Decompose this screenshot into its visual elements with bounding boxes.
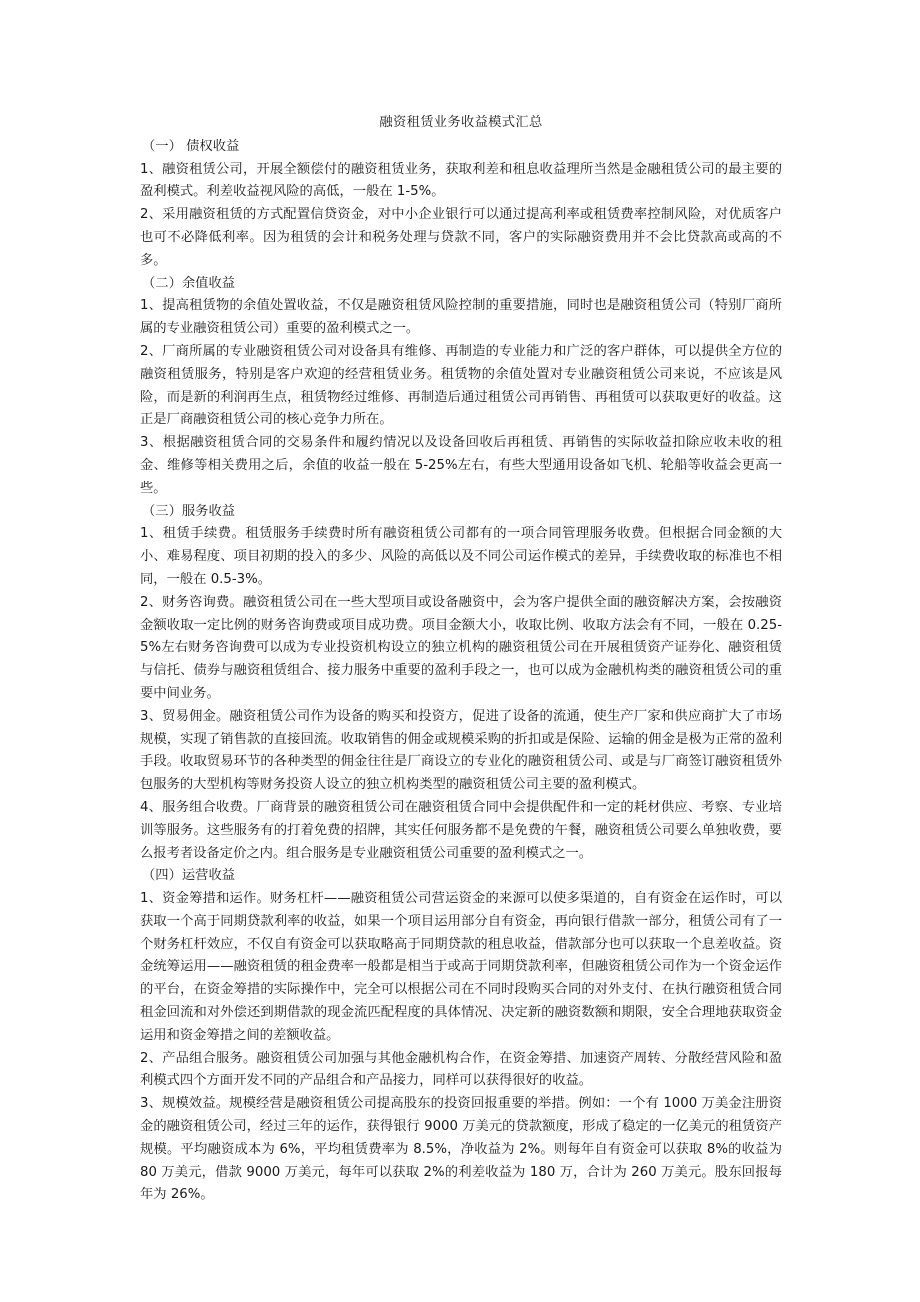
section-residual-income [140, 273, 782, 501]
section-debt-income [140, 136, 782, 273]
paragraph: 3、贸易佣金。融资租赁公司作为设备的购买和投资方，促进了设备的流通，使生产厂家和供应商扩大了市场规模，实现了销售款的直接回流。收取销售的佣金或规模采购的折扣或是保险、运输的佣金是极为正常的盈利手段。收取贸易环节的各种类型的佣金往往是厂商设立的专业化的融资租赁公司、或是与厂商签订融资租赁外包服务的大型机构等财务投资人设立的独立机构类型的融资租赁公司主要的盈利模式。 [140, 708, 782, 793]
section-heading: （四）运营收益 [142, 868, 236, 884]
paragraph: 3、根据融资租赁合同的交易条件和履约情况以及设备回收后再租赁、再销售的实际收益扣除应收未收的租金、维修等相关费用之后，余值的收益一般在 5-25%左右，有些大型通用设备如飞机、轮船等收益会更高一些。 [140, 435, 782, 496]
section-service-income [140, 501, 782, 866]
paragraph: 1、租赁手续费。租赁服务手续费时所有融资租赁公司都有的一项合同管理服务收费。但根据合同金额的大小、难易程度、项目初期的投入的多少、风险的高低以及不同公司运作模式的差异，手续费收取的标准也不相同，一般在 0.5-3%。 [140, 526, 782, 587]
paragraph: 4、服务组合收费。厂商背景的融资租赁公司在融资租赁合同中会提供配件和一定的耗材供应、考察、专业培训等服务。这些服务有的打着免费的招牌，其实任何服务都不是免费的午餐，融资租赁公司要么单独收费，要么报考者设备定价之内。组合服务是专业融资租赁公司重要的盈利模式之一。 [140, 799, 782, 861]
section-heading: （三）服务收益 [142, 503, 236, 519]
paragraph: 1、提高租赁物的余值处置收益，不仅是融资租赁风险控制的重要措施，同时也是融资租赁公司（特别厂商所属的专业融资租赁公司）重要的盈利模式之一。 [140, 298, 782, 337]
paragraph: 3、规模效益。规模经营是融资租赁公司提高股东的投资回报重要的举措。例如：一个有 1000 万美金注册资金的融资租赁公司，经过三年的运作，获得银行 9000 万美元的贷款额度，形成了稳定的一亿美元的租赁资产规模。平均融资成本为 6%，平均租赁费率为 8.5%，净收益为 2%。则每年自有资金可以获取 8%的收益为 80 万美元，借款 9000 万美元，每年可以获取 2%的利差收益为 180 万，合计为 260 万美元。股东回报每年为 26%。 [140, 1096, 782, 1203]
paragraph: 2、产品组合服务。融资租赁公司加强与其他金融机构合作，在资金筹措、加速资产周转、分散经营风险和盈利模式四个方面开发不同的产品组合和产品接力，同样可以获得很好的收益。 [140, 1050, 782, 1089]
paragraph: 2、厂商所属的专业融资租赁公司对设备具有维修、再制造的专业能力和广泛的客户群体，可以提供全方位的融资租赁服务，特别是客户欢迎的经营租赁业务。租赁物的余值处置对专业融资租赁公司来说，不应该是风险，而是新的利润再生点，租赁物经过维修、再制造后通过租赁公司再销售、再租赁可以获取更好的收益。这正是厂商融资租赁公司的核心竞争力所在。 [140, 343, 782, 428]
section-heading: （一） 债权收益 [142, 138, 240, 154]
paragraph: 1、融资租赁公司，开展全额偿付的融资租赁业务，获取利差和租息收益理所当然是金融租赁公司的最主要的盈利模式。利差收益视风险的高低，一般在 1-5%。 [140, 161, 782, 200]
document-page [140, 112, 782, 1207]
section-operating-income [140, 865, 782, 1207]
paragraph: 2、财务咨询费。融资租赁公司在一些大型项目或设备融资中，会为客户提供全面的融资解决方案，会按融资金额收取一定比例的财务咨询费或项目成功费。项目金额大小，收取比例、收取方法会有不同，一般在 0.25-5%左右财务咨询费可以成为专业投资机构设立的独立机构的融资租赁公司在开展租赁资产证券化、融资租赁与信托、债券与融资租赁组合、接力服务中重要的盈利手段之一，也可以成为金融机构类的融资租赁公司的重要中间业务。 [140, 594, 782, 701]
paragraph: 2、采用融资租赁的方式配置信贷资金，对中小企业银行可以通过提高利率或租赁费率控制风险，对优质客户也可不必降低利率。因为租赁的会计和税务处理与贷款不同，客户的实际融资费用并不会比贷款高或高的不多。 [140, 207, 782, 268]
paragraph: 1、资金筹措和运作。财务杠杆——融资租赁公司营运资金的来源可以使多渠道的，自有资金在运作时，可以获取一个高于同期贷款利率的收益，如果一个项目运用部分自有资金，再向银行借款一部分，租赁公司有了一个财务杠杆效应，不仅自有资金可以获取略高于同期贷款的租息收益，借款部分也可以获取一个息差收益。资金统筹运用——融资租赁的租金费率一般都是相当于或高于同期贷款利率，但融资租赁公司作为一个资金运作的平台，在资金筹措的实际操作中，完全可以根据公司在不同时段购买合同的对外支付、在执行融资租赁合同租金回流和对外偿还到期借款的现金流匹配程度的具体情况、决定新的融资数额和期限，安全合理地获取资金运用和资金筹措之间的差额收益。 [140, 891, 782, 1043]
document-title: 融资租赁业务收益模式汇总 [379, 115, 543, 130]
section-heading: （二）余值收益 [142, 275, 236, 291]
